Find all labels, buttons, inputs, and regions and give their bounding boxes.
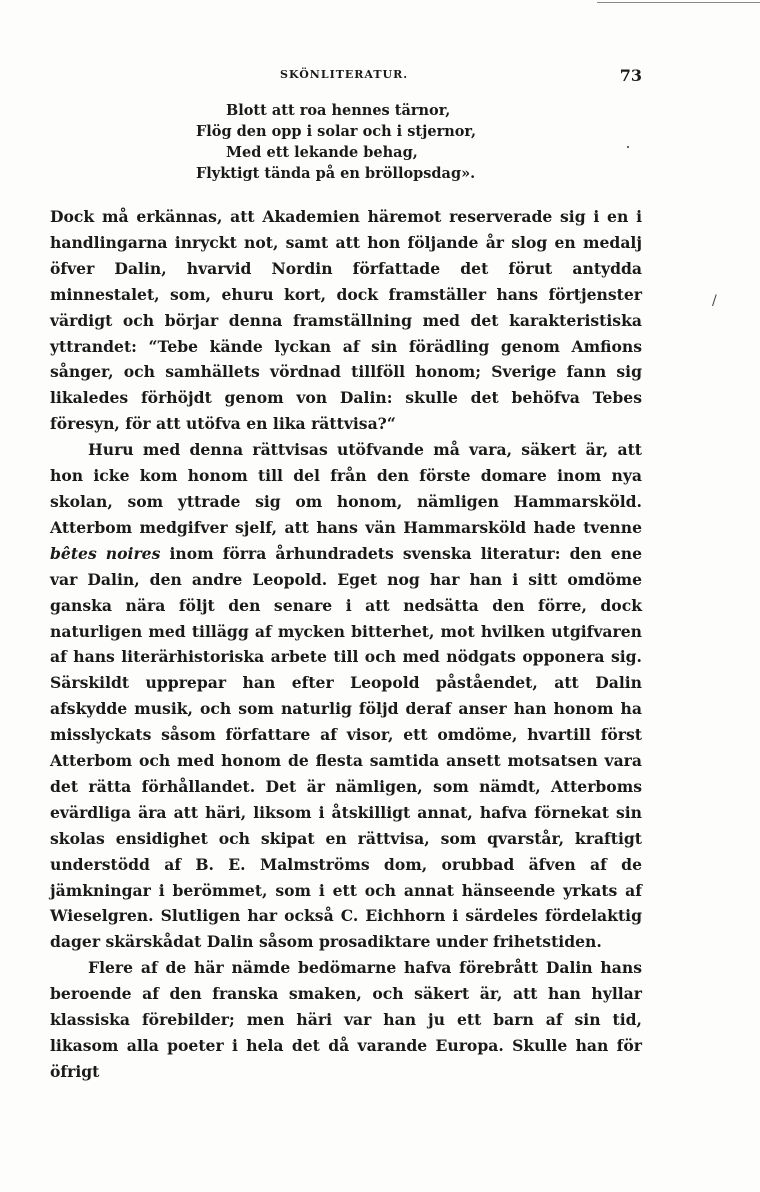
verse-line: Flyktigt tända på en bröllopsdag». bbox=[196, 165, 476, 182]
top-edge-rule bbox=[597, 2, 760, 3]
running-head bbox=[50, 66, 642, 86]
verse-line: Blott att roa hennes tärnor, bbox=[226, 102, 451, 119]
paragraph-text: inom förra århundradets svenska literatur: den ene var Dalin, den andre Leopold. Eget nog har han i sitt omdöme ganska nära följt den senare i att nedsätta den förre, dock naturligen med tillägg af mycken bitterhet, mot hvilken utgifvaren af hans literärhistoriska arbete till och med nödgats opponera sig. Särskildt upprepar han efter Leopold påståendet, att Dalin afskydde musik, och som naturlig följd deraf anser han honom ha misslyckats såsom författare af visor, ett omdöme, hvartill först Atterbom och med honom de flesta samtida ansett motsatsen vara det rätta förhållandet. Det är nämligen, som nämdt, Atterboms evärdliga ära att häri, liksom i åtskilligt annat, hafva förnekat sin skolas ensidighet och skipat en rättvisa, som qvarstår, kraftigt understödd af B. E. Malmströms dom, orubbad äfven af de jämkningar i berömmet, som i ett och annat hänseende yrkats af Wieselgren. Slutligen har också C. Eichhorn i särdeles fördelaktig dager skärskådat Dalin såsom prosadiktare under frihetstiden. bbox=[50, 543, 642, 952]
paragraph: Flere af de här nämde bedömarne hafva förebrått Dalin hans beroende af den franska smaken, och säkert är, att han hyllar klassiska förebilder; men häri var han ju ett barn af sin tid, likasom alla poeter i hela det då varande Europa. Skulle han för öfrigt bbox=[50, 958, 642, 1081]
paragraph bbox=[50, 437, 642, 955]
paragraph-text: Huru med denna rättvisas utöfvande må vara, säkert är, att hon icke kom honom till del från den förste domare inom nya skolan, som yttrade sig om honom, nämligen Hammarsköld. Atterbom medgifver sjelf, att hans vän Hammarsköld hade tvenne bbox=[50, 440, 642, 537]
verse-quote bbox=[196, 100, 576, 184]
body-text bbox=[50, 204, 642, 1085]
italic-phrase: bêtes noires bbox=[50, 543, 161, 563]
page-number: 73 bbox=[619, 66, 642, 85]
paragraph: Dock må erkännas, att Akademien häremot reserverade sig i en i handlingarna inryckt not, samt att hon följande år slog en medalj öfver Dalin, hvarvid Nordin författade det förut antydda minnestalet, som, ehuru kort, dock framställer hans förtjenster värdigt och börjar denna framställning med det karakteristiska yttrandet: “Tebe kände lyckan af sin förädling genom Amfions sånger, och samhällets vördnad tillföll honom; Sverige fann sig likaledes förhöjdt genom von Dalin: skulle det behöfva Tebes föresyn, för att utöfva en lika rättvisa?“ bbox=[50, 207, 642, 434]
running-head-title: SKÖNLITERATUR. bbox=[280, 68, 409, 81]
speck bbox=[627, 146, 629, 148]
verse-line: Flög den opp i solar och i stjernor, bbox=[196, 123, 477, 140]
verse-line: Med ett lekande behag, bbox=[226, 144, 418, 161]
margin-mark: / bbox=[712, 293, 717, 309]
